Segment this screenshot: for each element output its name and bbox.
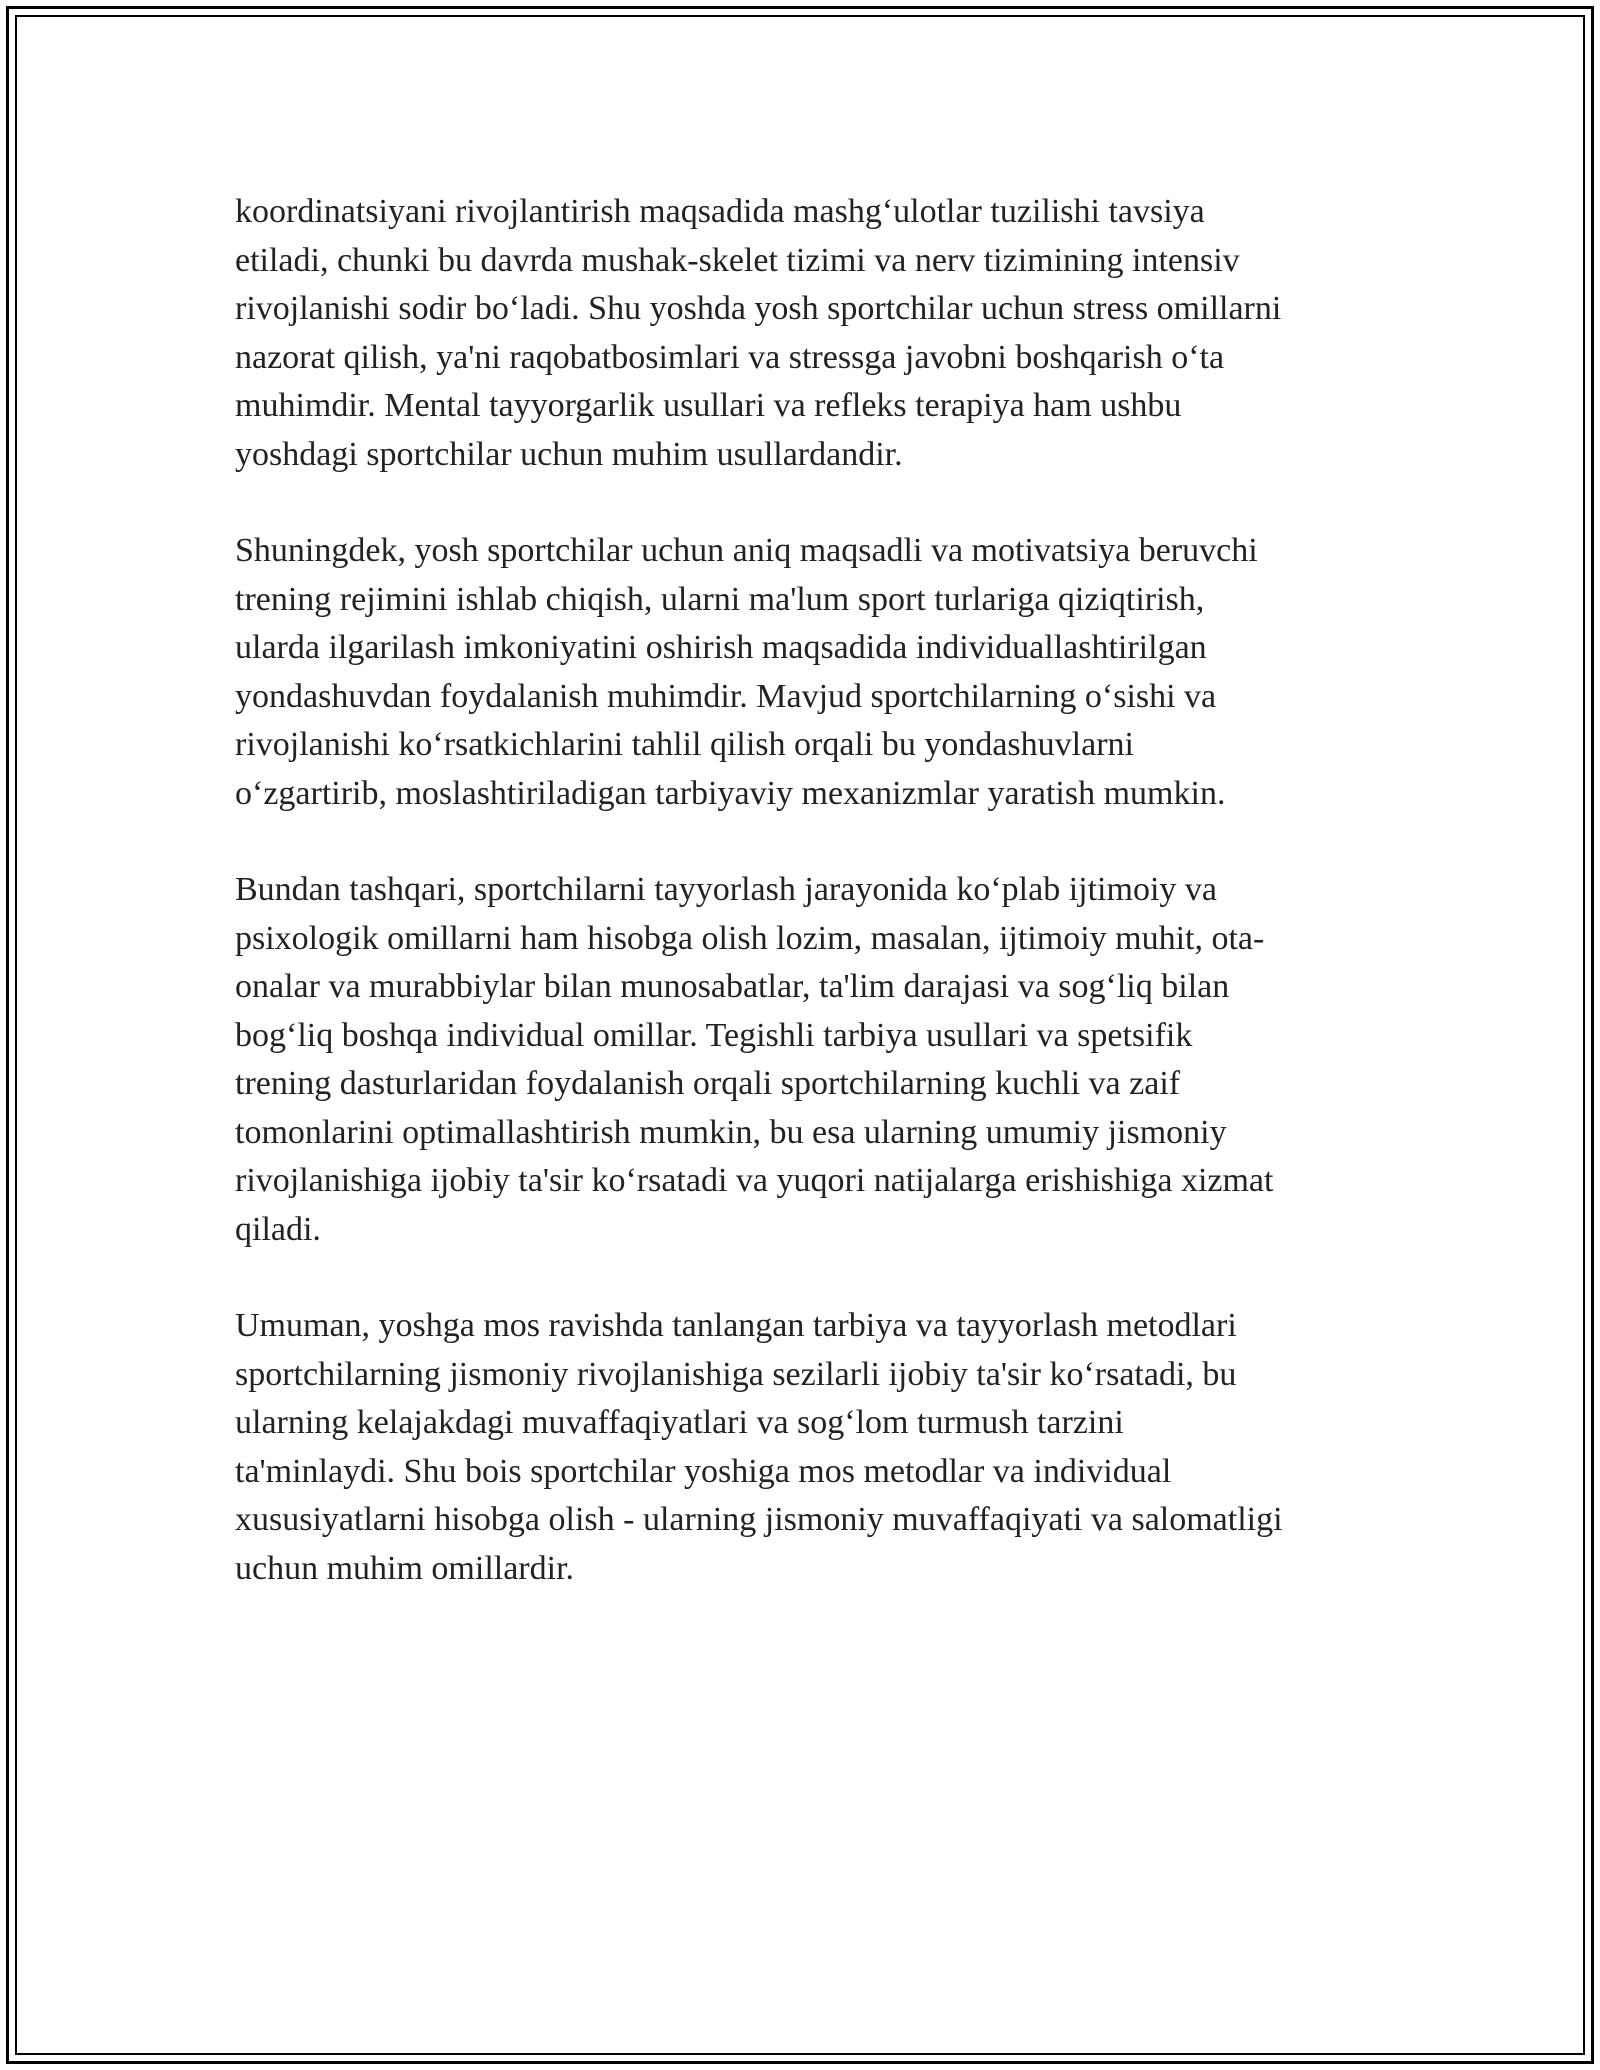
paragraph-line: o‘zgartirib, moslashtiriladigan tarbiyaviy mexanizmlar yaratish mumkin. [235,774,1226,812]
paragraph-line: tomonlarini optimallashtirish mumkin, bu esa ularning umumiy jismoniy [235,1113,1227,1151]
paragraph-line: rivojlanishi ko‘rsatkichlarini tahlil qilish orqali bu yondashuvlarni [235,726,1134,763]
paragraph-line: Umuman, yoshga mos ravishda tanlangan tarbiya va tayyorlash metodlari [235,1307,1237,1344]
paragraph-line: psixologik omillarni ham hisobga olish lozim, masalan, ijtimoiy muhit, ota- [235,919,1265,957]
paragraph-line: rivojlanishiga ijobiy ta'sir ko‘rsatadi va yuqori natijalarga erishishiga xizmat [235,1162,1274,1199]
paragraph-line: Bundan tashqari, sportchilarni tayyorlash jarayonida ko‘plab ijtimoiy va [235,871,1217,908]
paragraph-3 [235,866,1375,1254]
paragraph-line: rivojlanishi sodir bo‘ladi. Shu yoshda yosh sportchilar uchun stress omillarni [235,290,1282,327]
paragraph-line: bog‘liq boshqa individual omillar. Tegishli tarbiya usullari va spetsifik [235,1016,1193,1054]
document-body [235,188,1375,1593]
paragraph-line: nazorat qilish, ya'ni raqobatbosimlari va stressga javobni boshqarish o‘ta [235,338,1225,376]
paragraph-2 [235,527,1375,818]
paragraph-line: yoshdagi sportchilar uchun muhim usullardandir. [235,435,903,473]
paragraph-line: koordinatsiyani rivojlantirish maqsadida mashg‘ulotlar tuzilishi tavsiya [235,193,1205,230]
paragraph-line: onalar va murabbiylar bilan munosabatlar, ta'lim darajasi va sog‘liq bilan [235,968,1230,1005]
paragraph-line: qiladi. [235,1210,321,1248]
paragraph-line: ularning kelajakdagi muvaffaqiyatlari va sog‘lom turmush tarzini [235,1404,1124,1441]
paragraph-line: uchun muhim omillardir. [235,1549,575,1587]
paragraph-line: trening dasturlaridan foydalanish orqali sportchilarning kuchli va zaif [235,1065,1181,1102]
paragraph-line: xususiyatlarni hisobga olish - ularning jismoniy muvaffaqiyati va salomatligi [235,1501,1283,1538]
paragraph-line: ularda ilgarilash imkoniyatini oshirish maqsadida individuallashtirilgan [235,629,1207,666]
paragraph-4 [235,1302,1375,1593]
paragraph-line: trening rejimini ishlab chiqish, ularni ma'lum sport turlariga qiziqtirish, [235,580,1205,618]
paragraph-line: sportchilarning jismoniy rivojlanishiga sezilarli ijobiy ta'sir ko‘rsatadi, bu [235,1355,1237,1393]
paragraph-1 [235,188,1375,479]
paragraph-line: Shuningdek, yosh sportchilar uchun aniq maqsadli va motivatsiya beruvchi [235,532,1258,569]
paragraph-line: etiladi, chunki bu davrda mushak-skelet tizimi va nerv tizimining intensiv [235,241,1240,279]
paragraph-line: yondashuvdan foydalanish muhimdir. Mavjud sportchilarning o‘sishi va [235,677,1217,715]
paragraph-line: ta'minlaydi. Shu bois sportchilar yoshiga mos metodlar va individual [235,1452,1172,1490]
paragraph-line: muhimdir. Mental tayyorgarlik usullari va refleks terapiya ham ushbu [235,387,1182,424]
